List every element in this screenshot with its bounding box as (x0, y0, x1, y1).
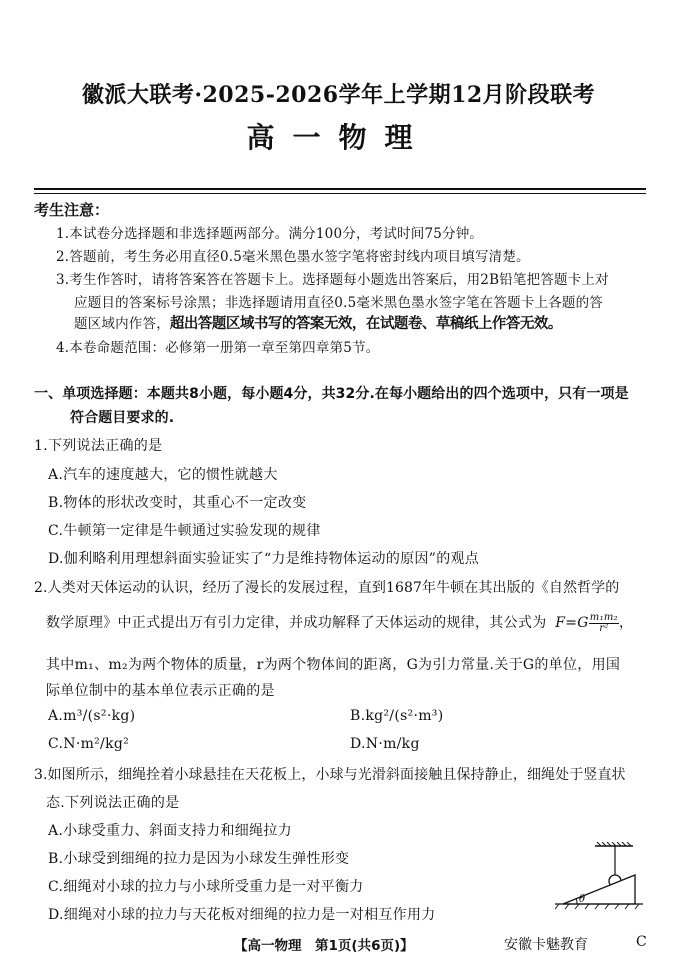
footer-code: C (636, 934, 647, 950)
incline-wedge (563, 875, 635, 904)
q3-line-2: 态.下列说法正确的是 (46, 795, 180, 811)
q3-option-c: C.细绳对小球的拉力与小球所受重力是一对平衡力 (48, 879, 364, 895)
notice-item-3-line-3 (74, 312, 562, 333)
q2-formula-numerator: m₁m₂ (589, 611, 618, 623)
notice-item-2: 2.答题前，考生务必用直径0.5毫米黑色墨水签字笔将密封线内项目填写清楚。 (56, 249, 530, 265)
notice-item-4: 4.本卷命题范围：必修第一册第一章至第四章第5节。 (56, 340, 380, 356)
section-1-heading-cont: 符合题目要求的. (70, 410, 175, 426)
q3-option-a: A.小球受重力、斜面支持力和细绳拉力 (48, 823, 292, 839)
footer-page-info: 【高一物理 第1页(共6页)】 (234, 938, 414, 954)
notice-heading: 考生注意： (34, 201, 110, 219)
q2-line-4: 际单位制中的基本单位表示正确的是 (46, 683, 275, 699)
notice-item-1: 1.本试卷分选择题和非选择题两部分。满分100分，考试时间75分钟。 (56, 226, 484, 242)
q2-formula-lhs: F=G (555, 615, 589, 631)
q1-stem: 1.下列说法正确的是 (34, 438, 163, 454)
q2-option-a: A.m³/(s²·kg) (48, 708, 136, 724)
notice-item-3-emphasis: 超出答题区域书写的答案无效，在试题卷、草稿纸上作答无效。 (169, 316, 562, 332)
footer-publisher: 安徽卡魅教育 (504, 937, 588, 953)
q2-line-1: 2.人类对天体运动的认识，经历了漫长的发展过程，直到1687年牛顿在其出版的《自然哲学的 (34, 580, 620, 596)
notice-item-3-line-3-plain: 题区域内作答， (74, 316, 170, 332)
q3-line-1: 3.如图所示，细绳拴着小球悬挂在天花板上，小球与光滑斜面接触且保持静止，细绳处于竖直状 (34, 767, 626, 783)
header-rule-thick (34, 188, 646, 190)
exam-title: 徽派大联考·2025-2026学年上学期12月阶段联考 (81, 82, 596, 108)
q2-option-c: C.N·m²/kg² (48, 736, 130, 752)
q2-option-b: B.kg²/(s²·m³) (350, 708, 444, 724)
q2-option-d: D.N·m/kg (350, 736, 420, 752)
q3-incline-diagram (555, 842, 645, 920)
q3-option-b: B.小球受到细绳的拉力是因为小球发生弹性形变 (48, 851, 350, 867)
q3-option-d: D.细绳对小球的拉力与天花板对细绳的拉力是一对相互作用力 (48, 907, 436, 923)
subject-title: 高一物理 (246, 121, 431, 154)
section-1-heading: 一、单项选择题：本题共8小题，每小题4分，共32分.在每小题给出的四个选项中，只有一项是 (34, 386, 629, 402)
header-rule-thin (34, 193, 646, 194)
q2-line-3: 其中m₁、m₂为两个物体的质量，r为两个物体间的距离，G为引力常量.关于G的单位，用国 (46, 657, 621, 673)
q2-line-2-text: 数学原理》中正式提出万有引力定律，并成功解释了天体运动的规律，其公式为 (46, 615, 547, 631)
q2-formula-denominator: r² (599, 622, 609, 634)
q2-line-2 (46, 612, 633, 634)
notice-item-3-line-1: 3.考生作答时，请将答案答在答题卡上。选择题每小题选出答案后，用2B铅笔把答题卡上对 (56, 272, 609, 288)
q1-option-d: D.伽利略利用理想斜面实验证实了“力是维持物体运动的原因”的观点 (48, 551, 480, 567)
ground-hatch (555, 904, 639, 909)
q1-option-a: A.汽车的速度越大，它的惯性就越大 (48, 467, 278, 483)
angle-label: θ (579, 894, 586, 905)
q2-formula-fraction (589, 613, 619, 634)
q1-option-c: C.牛顿第一定律是牛顿通过实验发现的规律 (48, 523, 321, 539)
q1-option-b: B.物体的形状改变时，其重心不一定改变 (48, 495, 307, 511)
notice-item-3-line-2: 应题目的答案标号涂黑；非选择题请用直径0.5毫米黑色墨水签字笔在答题卡上各题的答 (74, 295, 603, 311)
q2-formula-tail: ， (618, 615, 634, 631)
